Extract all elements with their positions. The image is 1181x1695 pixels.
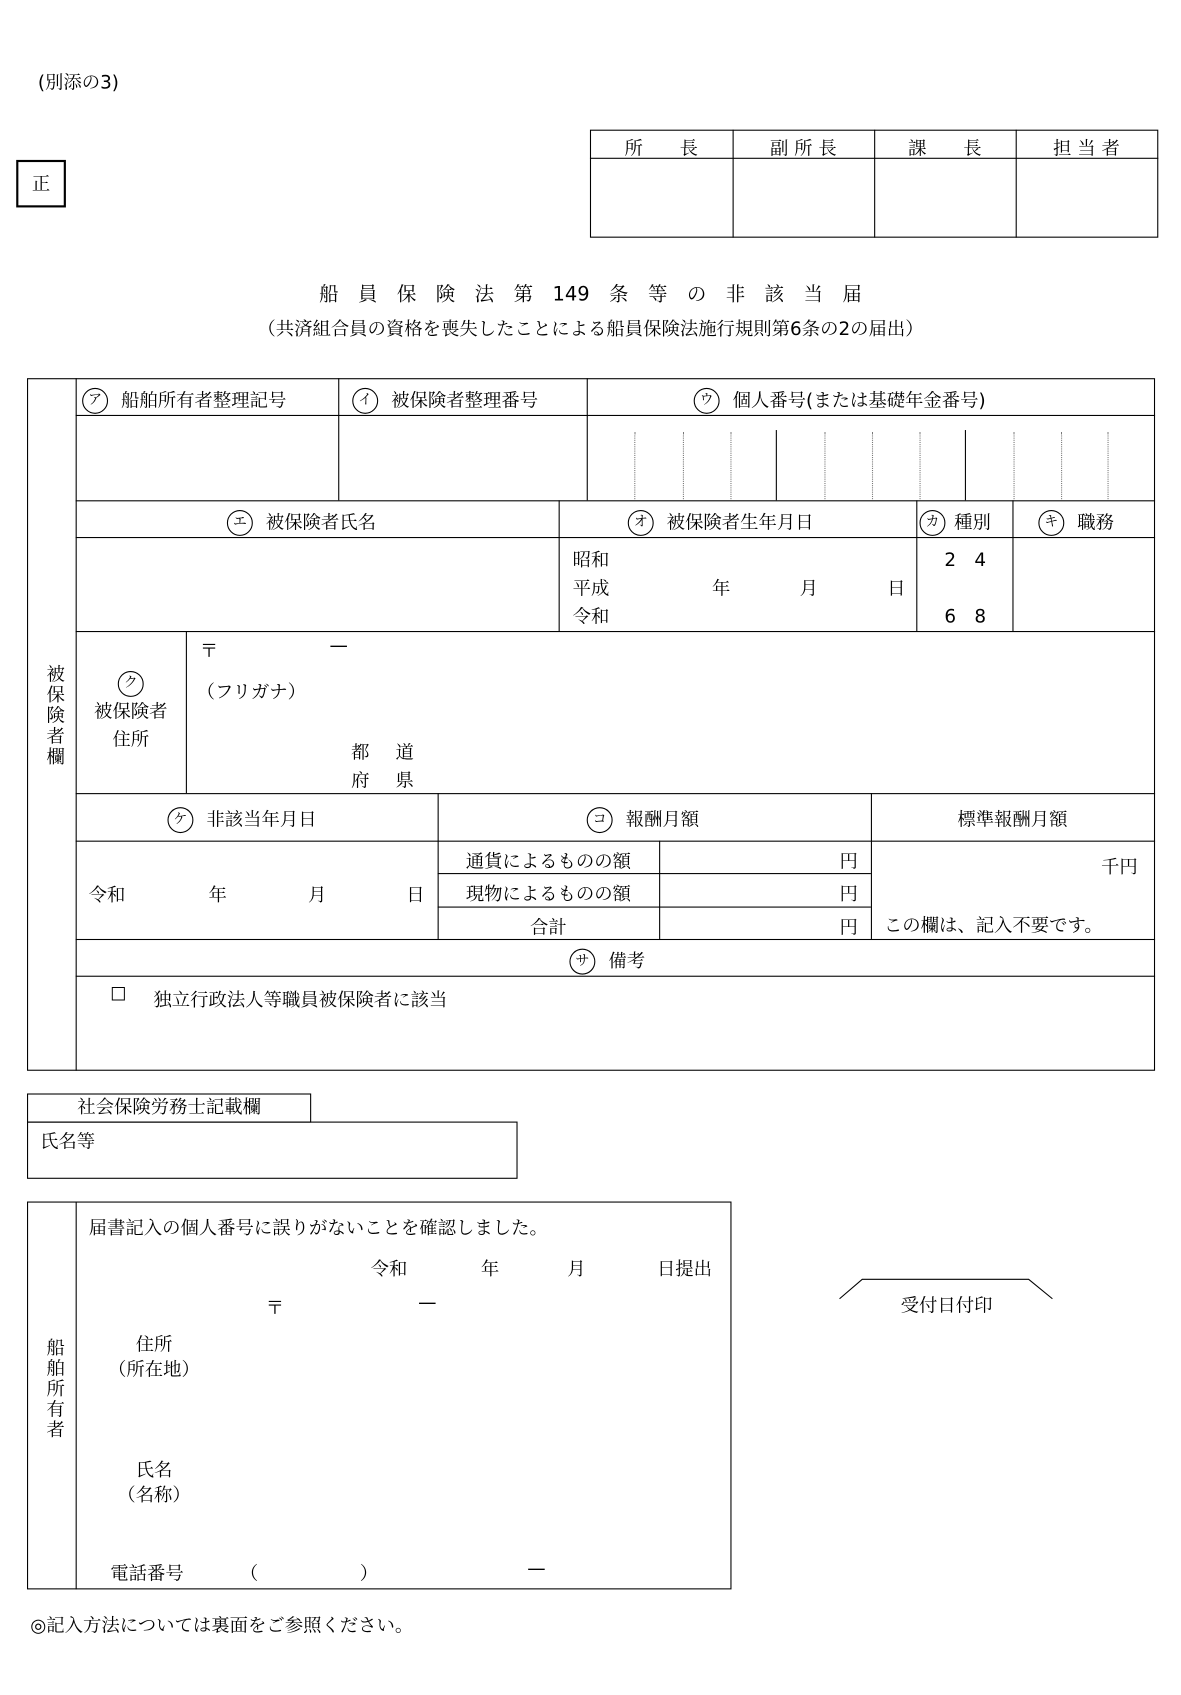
prefecture-to: 都 [351, 742, 370, 764]
circled-sa-icon: サ [569, 949, 595, 975]
prefecture-ken: 県 [395, 770, 414, 793]
header-kind [920, 507, 991, 536]
era-heisei[interactable]: 平成 [572, 578, 610, 600]
submit-year: 年 [480, 1258, 500, 1281]
submit-era: 令和 [370, 1258, 408, 1281]
insured-number-input[interactable] [338, 417, 587, 500]
label: 被保険者生年月日 [666, 512, 814, 534]
label: 被保険者 [94, 701, 168, 723]
phone-dash: — [527, 1558, 546, 1580]
kind-pay-yen[interactable]: 円 [839, 883, 858, 906]
circled-i-icon: イ [352, 388, 378, 414]
phone-label: 電話番号 [110, 1563, 184, 1586]
total-pay-yen[interactable]: 円 [839, 917, 858, 939]
submit-day: 日提出 [656, 1258, 713, 1281]
owner-postal-mark: 〒 [265, 1297, 285, 1320]
sharoshi-box[interactable] [27, 1122, 518, 1179]
currency-pay-label: 通貨によるものの額 [465, 851, 632, 874]
phone-paren-open: （ [239, 1563, 259, 1586]
label: 住所 [135, 1334, 173, 1357]
label: 報酬月額 [625, 809, 700, 831]
nonapplicable-day: 日 [406, 884, 425, 907]
label: 被保険者氏名 [265, 512, 377, 534]
footer-note: ◎記入方法については裏面をご参照ください。 [30, 1615, 414, 1637]
prefecture-do: 道 [395, 742, 414, 764]
submit-month: 月 [567, 1258, 586, 1281]
nonapplicable-year: 年 [208, 884, 227, 907]
circled-ku-icon: ク [118, 671, 144, 697]
postal-dash: — [329, 635, 348, 657]
job-input[interactable] [1012, 539, 1154, 630]
circled-o-icon: オ [628, 510, 654, 536]
insured-section-label: 被保険者欄 [42, 664, 64, 768]
label: 被保険者整理番号 [391, 390, 539, 412]
header-monthly-pay [587, 804, 699, 833]
label: 非該当年月日 [206, 809, 317, 831]
approval-section-chief: 課 長 [908, 138, 982, 160]
label: 職務 [1077, 512, 1114, 534]
circled-ki-icon: キ [1038, 510, 1064, 536]
independent-agency-checkbox[interactable]: ☐ [110, 984, 127, 1006]
furigana-label: （フリガナ） [196, 681, 306, 704]
header-insured-name [227, 507, 376, 536]
sharoshi-name-label: 氏名等 [39, 1131, 96, 1153]
circled-a-icon: ア [82, 388, 108, 414]
kind-options-top[interactable]: 2 4 [944, 549, 987, 572]
original-seal: 正 [16, 160, 66, 208]
attachment-label: (別添の3) [37, 72, 119, 95]
era-reiwa[interactable]: 令和 [572, 606, 610, 628]
postal-mark: 〒 [199, 640, 219, 663]
circled-ka-icon: カ [920, 510, 946, 536]
page-subtitle: （共済組合員の資格を喪失したことによる船員保険法施行規則第6条の2の届出） [257, 318, 924, 341]
circled-u-icon: ウ [694, 388, 720, 414]
birth-year-label: 年 [712, 578, 731, 600]
confirm-statement: 届書記入の個人番号に誤りがないことを確認しました。 [88, 1217, 548, 1240]
label: 個人番号(または基礎年金番号) [732, 390, 986, 412]
header-insured-number [352, 385, 538, 414]
label: 種別 [954, 512, 991, 534]
birth-day-label: 日 [887, 578, 906, 600]
owner-code-input[interactable] [76, 417, 339, 500]
birth-month-label: 月 [799, 578, 818, 600]
label: 氏名 [135, 1459, 173, 1482]
nonapplicable-month: 月 [307, 884, 327, 907]
independent-agency-label: 独立行政法人等職員被保険者に該当 [153, 989, 448, 1012]
owner-name-label [103, 1459, 206, 1509]
sharoshi-tab: 社会保険労務士記載欄 [27, 1093, 311, 1122]
total-pay-label: 合計 [529, 917, 567, 939]
reception-stamp-label: 受付日付印 [900, 1295, 993, 1318]
circled-ke-icon: ケ [167, 807, 193, 833]
prefecture-fu: 府 [351, 770, 370, 793]
owner-section-label: 船舶所有者 [42, 1337, 64, 1441]
standard-pay-note: この欄は、記入不要です。 [883, 915, 1103, 937]
circled-e-icon: エ [227, 510, 253, 536]
header-job [1038, 507, 1114, 536]
address-label [76, 670, 186, 754]
page-title: 船 員 保 険 法 第 149 条 等 の 非 該 当 届 [319, 283, 862, 306]
personal-number-input[interactable] [587, 417, 1154, 500]
phone-paren-close: ） [359, 1563, 379, 1586]
circled-ko-icon: コ [587, 807, 613, 833]
era-showa[interactable]: 昭和 [572, 549, 610, 572]
owner-address-label [103, 1333, 206, 1383]
kind-options-bottom[interactable]: 6 8 [944, 606, 987, 628]
approval-deputy: 副 所 長 [769, 138, 837, 160]
header-owner-code [82, 385, 286, 414]
label: 船舶所有者整理記号 [121, 390, 287, 412]
header-standard-pay: 標準報酬月額 [957, 809, 1068, 831]
kind-pay-label: 現物によるものの額 [465, 883, 632, 906]
standard-pay-unit: 千円 [1101, 856, 1138, 879]
label: （所在地） [108, 1359, 200, 1381]
label: 住所 [112, 729, 150, 751]
nonapplicable-era: 令和 [88, 884, 126, 907]
label: （名称） [117, 1484, 191, 1507]
currency-pay-yen[interactable]: 円 [839, 851, 858, 874]
insured-name-input[interactable] [76, 539, 559, 630]
header-nonapplicable-date [167, 804, 316, 833]
owner-postal-dash: — [418, 1292, 437, 1314]
label: 備考 [608, 950, 646, 973]
approval-director: 所 長 [624, 138, 699, 160]
header-personal-number [694, 385, 986, 414]
header-remarks [569, 945, 645, 974]
approval-staff: 担 当 者 [1053, 138, 1120, 160]
header-birthdate [628, 507, 814, 536]
